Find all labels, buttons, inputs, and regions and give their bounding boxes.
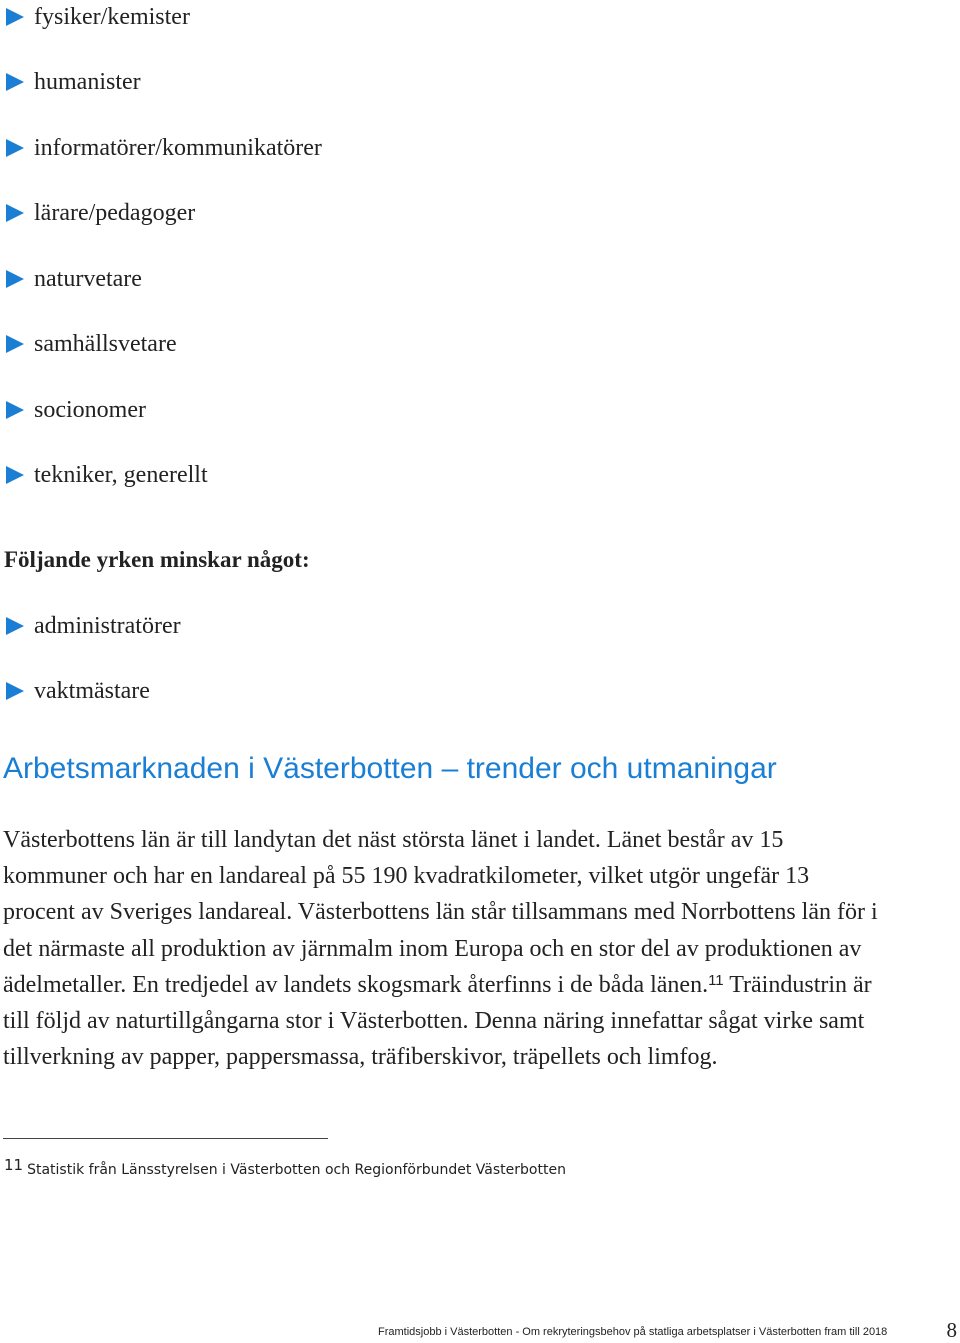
list-item [6, 67, 141, 97]
footnote-reference[interactable]: 11 [708, 971, 724, 989]
triangle-right-icon [6, 617, 24, 635]
footnote-text: Statistik från Länsstyrelsen i Västerbotten och Regionförbundet Västerbotten [27, 1162, 566, 1178]
triangle-right-icon [6, 204, 24, 222]
body-paragraph [3, 822, 883, 1075]
triangle-right-icon [6, 73, 24, 91]
triangle-right-icon [6, 682, 24, 700]
list-item [6, 329, 177, 359]
triangle-right-icon [6, 401, 24, 419]
list-item-label: vaktmästare [34, 677, 150, 704]
list-item [6, 198, 195, 228]
list-item [6, 264, 142, 294]
triangle-right-icon [6, 335, 24, 353]
footnote-number: 11 [4, 1156, 24, 1174]
list-item-label: naturvetare [34, 265, 142, 292]
list-item [6, 460, 208, 490]
list-item [6, 133, 322, 163]
list-item-label: samhällsvetare [34, 330, 177, 357]
list-item [6, 395, 146, 425]
list-item-label: fysiker/kemister [34, 3, 190, 30]
page-number: 8 [946, 1318, 957, 1342]
decreasing-occupations-heading: Följande yrken minskar något: [4, 547, 310, 572]
section-title: Arbetsmarknaden i Västerbotten – trender och utmaningar [3, 752, 777, 785]
footnote [4, 1156, 566, 1178]
list-item-label: tekniker, generellt [34, 461, 208, 488]
list-item-label: administratörer [34, 612, 181, 639]
triangle-right-icon [6, 8, 24, 26]
list-item [6, 611, 181, 641]
footnote-divider [3, 1138, 328, 1139]
triangle-right-icon [6, 466, 24, 484]
paragraph-text-before-note: Västerbottens län är till landytan det näst största länet i landet. Länet består av 15 kommuner och har en landareal på 55 190 kvadratkilometer, vilket utgör ungefär 13 procent av Sveriges landareal. Västerbottens län står tillsammans med Norrbottens län för i det närmaste all produktion av järnmalm inom Europa och en stor del av produktionen av ädelmetaller. En tredjedel av landets skogsmark återfinns i de båda länen. [3, 827, 878, 998]
page-footer-text: Framtidsjobb i Västerbotten - Om rekryteringsbehov på statliga arbetsplatser i Västerbotten fram till 2018 [378, 1326, 888, 1338]
list-item [6, 676, 150, 706]
paragraph-text-after-note: Träindustrin är till följd av naturtillgångarna stor i Västerbotten. Denna näring innefattar sågat virke samt tillverkning av papper, pappersmassa, träfiberskivor, träpellets och limfog. [3, 971, 872, 1071]
list-item-label: humanister [34, 68, 141, 95]
triangle-right-icon [6, 139, 24, 157]
list-item-label: socionomer [34, 396, 146, 423]
triangle-right-icon [6, 270, 24, 288]
list-item-label: lärare/pedagoger [34, 199, 196, 226]
list-item-label: informatörer/kommunikatörer [34, 134, 322, 161]
list-item [6, 2, 190, 32]
